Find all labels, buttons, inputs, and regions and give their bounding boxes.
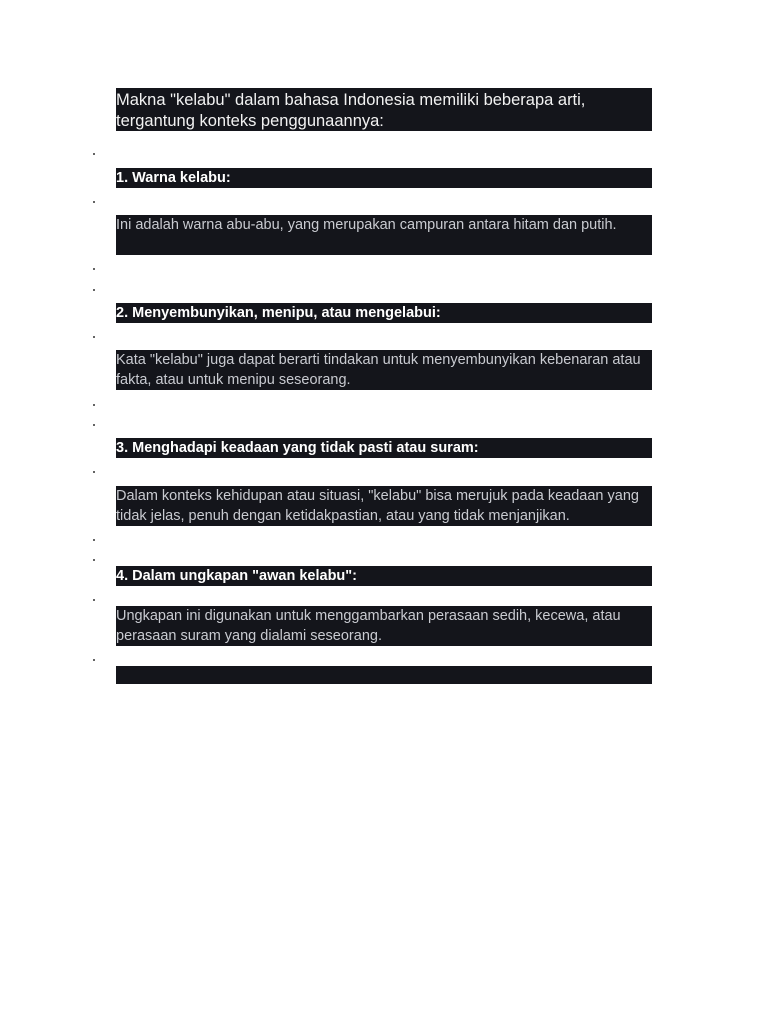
section-heading-2: 2. Menyembunyikan, menipu, atau mengelabui:	[116, 303, 652, 323]
section-text-2: Kata "kelabu" juga dapat berarti tindakan untuk menyembunyikan kebenaran atau fakta, atau untuk menipu seseorang.	[116, 350, 652, 390]
section-text-3: Dalam konteks kehidupan atau situasi, "kelabu" bisa merujuk pada keadaan yang tidak jelas, penuh dengan ketidakpastian, atau yang tidak menjanjikan.	[116, 486, 652, 526]
bullet-dot	[93, 424, 95, 426]
bullet-dot	[93, 153, 95, 155]
bullet-dot	[93, 539, 95, 541]
bullet-dot	[93, 471, 95, 473]
intro-paragraph: Makna "kelabu" dalam bahasa Indonesia memiliki beberapa arti, tergantung konteks penggunaannya:	[116, 88, 652, 131]
bullet-dot	[93, 659, 95, 661]
empty-dark-bar	[116, 666, 652, 684]
bullet-dot	[93, 201, 95, 203]
section-text-4: Ungkapan ini digunakan untuk menggambarkan perasaan sedih, kecewa, atau perasaan suram yang dialami seseorang.	[116, 606, 652, 646]
bullet-dot	[93, 289, 95, 291]
bullet-dot	[93, 404, 95, 406]
bullet-dot	[93, 599, 95, 601]
section-heading-1: 1. Warna kelabu:	[116, 168, 652, 188]
bullet-dot	[93, 268, 95, 270]
section-text-1: Ini adalah warna abu-abu, yang merupakan campuran antara hitam dan putih.	[116, 215, 652, 255]
section-heading-4: 4. Dalam ungkapan "awan kelabu":	[116, 566, 652, 586]
section-heading-3: 3. Menghadapi keadaan yang tidak pasti atau suram:	[116, 438, 652, 458]
bullet-dot	[93, 336, 95, 338]
bullet-dot	[93, 559, 95, 561]
